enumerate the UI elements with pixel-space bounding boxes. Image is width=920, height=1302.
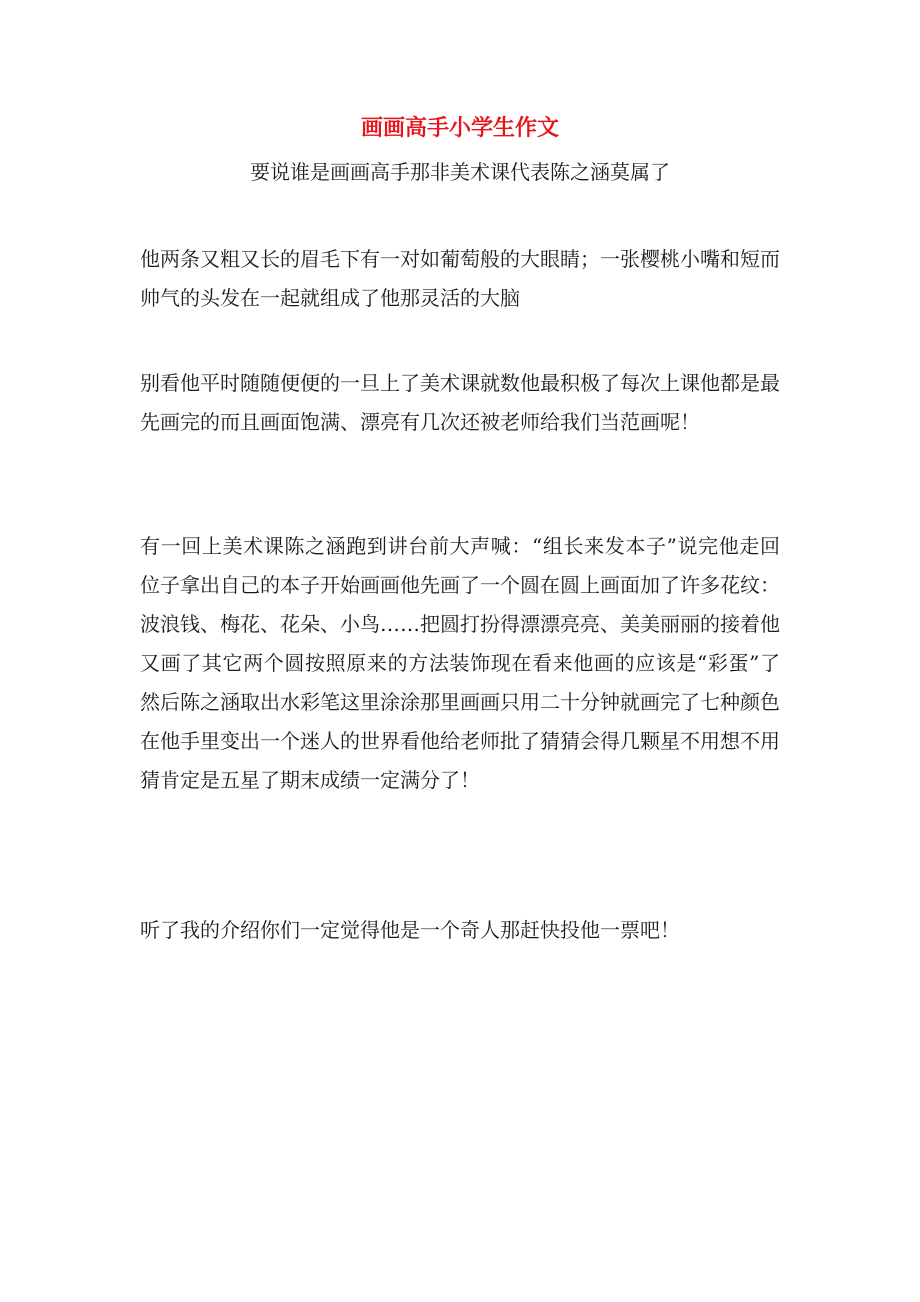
paragraph-4: 听了我的介绍你们一定觉得他是一个奇人那赶快投他一票吧！ — [140, 918, 680, 942]
document-subtitle: 要说谁是画画高手那非美术课代表陈之涵莫属了 — [250, 160, 670, 184]
paragraph-3: 有一回上美术课陈之涵跑到讲台前大声喊：“组长来发本子”说完他走回位子拿出自己的本子开始画画他先画了一个圆在圆上画面加了许多花纹：波浪钱、梅花、花朵、小鸟……把圆打扮得漂漂亮亮、美美丽丽的接着他又画了其它两个圆按照原来的方法装饰现在看来他画的应该是“彩蛋”了然后陈之涵取出水彩笔这里涂涂那里画画只用二十分钟就画完了七种颜色在他手里变出一个迷人的世界看他给老师批了猜猜会得几颗星不用想不用猜肯定是五星了期末成绩一定满分了！ — [140, 534, 780, 792]
paragraph-1: 他两条又粗又长的眉毛下有一对如葡萄般的大眼睛；一张樱桃小嘴和短而帅气的头发在一起就组成了他那灵活的大脑 — [140, 247, 780, 310]
document-title: 画画高手小学生作文 — [360, 115, 559, 141]
paragraph-2: 别看他平时随随便便的一旦上了美术课就数他最积极了每次上课他都是最先画完的而且画面饱满、漂亮有几次还被老师给我们当范画呢！ — [140, 371, 780, 434]
